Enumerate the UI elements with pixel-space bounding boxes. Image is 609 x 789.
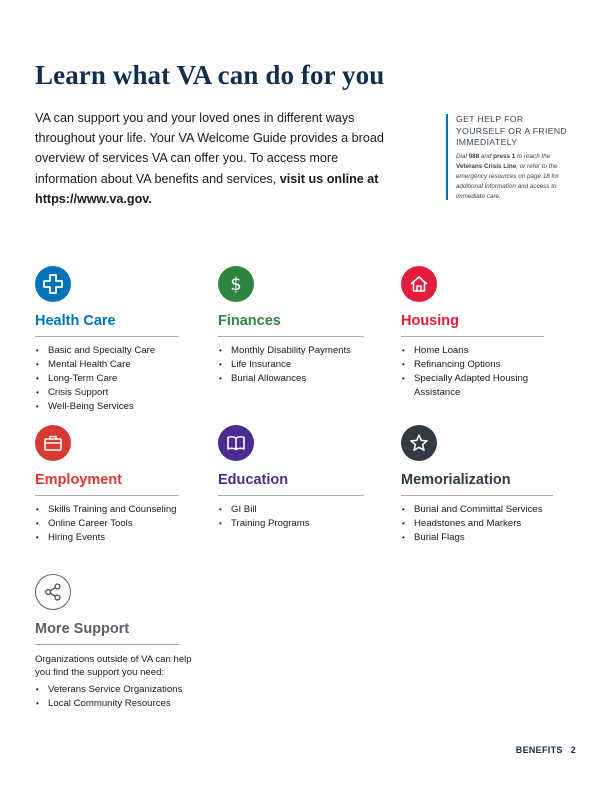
briefcase-icon (35, 425, 71, 461)
section-list (35, 344, 179, 414)
page-footer (516, 745, 576, 755)
list-item: • Burial Flags (414, 531, 553, 545)
section-housing (401, 266, 544, 400)
help-bold-crisis-line: Veterans Crisis Line (456, 162, 517, 170)
help-text-4: , or refer to the emergency resources on page 18 for additional information and access to immediate care. (456, 162, 559, 200)
list-item: • Basic and Specialty Care (48, 344, 179, 358)
section-health-care (35, 266, 179, 414)
page-number: 2 (570, 745, 576, 755)
list-item: • Training Programs (231, 517, 364, 531)
house-icon (401, 266, 437, 302)
plus-cross-icon (35, 266, 71, 302)
section-list (35, 503, 179, 545)
list-item: • GI Bill (231, 503, 364, 517)
dollar-sign-icon (218, 266, 254, 302)
section-more-support (35, 574, 199, 711)
section-heading: Memorialization (401, 470, 553, 496)
section-finances (218, 266, 364, 386)
svg-text:$: $ (230, 274, 242, 295)
list-item: • Mental Health Care (48, 358, 179, 372)
list-item: • Monthly Disability Payments (231, 344, 364, 358)
list-item: • Refinancing Options (414, 358, 544, 372)
section-heading: Health Care (35, 311, 179, 337)
list-item: • Online Career Tools (48, 517, 179, 531)
list-item: • Skills Training and Counseling (48, 503, 179, 517)
section-heading: Employment (35, 470, 179, 496)
star-icon (401, 425, 437, 461)
help-bold-press-1: press 1 (493, 152, 516, 160)
section-heading: Finances (218, 311, 364, 337)
list-item: • Life Insurance (231, 358, 364, 372)
list-item: • Specially Adapted Housing Assistance (414, 372, 544, 400)
help-text-3: to reach the (515, 152, 551, 160)
list-item: • Home Loans (414, 344, 544, 358)
open-book-icon (218, 425, 254, 461)
section-heading: More Support (35, 619, 179, 645)
section-list (401, 344, 544, 400)
help-text-1: Dial (456, 152, 469, 160)
intro-text: VA can support you and your loved ones in different ways throughout your life. Your VA Welcome Guide provides a broad overview of services VA can offer you. To access more information about VA benefits and services, (35, 111, 384, 186)
section-list (218, 503, 364, 531)
intro-link-text: visit us online at https://www.va.gov. (35, 171, 379, 206)
section-heading: Housing (401, 311, 544, 337)
help-text-2: and (479, 152, 494, 160)
list-item: • Local Community Resources (48, 697, 199, 711)
section-heading: Education (218, 470, 364, 496)
intro-paragraph (35, 108, 395, 209)
list-item: • Burial and Committal Services (414, 503, 553, 517)
footer-section-label: BENEFITS (515, 745, 563, 755)
list-item: • Hiring Events (48, 531, 179, 545)
list-item: • Long-Term Care (48, 372, 179, 386)
section-education (218, 425, 364, 531)
help-box-body (456, 152, 568, 202)
list-item: • Well-Being Services (48, 400, 179, 414)
section-description: Organizations outside of VA can help you find the support you need: (35, 654, 192, 678)
list-item: • Crisis Support (48, 386, 179, 400)
help-box-title: GET HELP FOR YOURSELF OR A FRIEND IMMEDIATELY (456, 114, 568, 148)
crisis-help-box (446, 114, 568, 200)
share-icon (35, 574, 71, 610)
section-list (35, 683, 199, 711)
section-employment (35, 425, 179, 545)
help-bold-988: 988 (468, 152, 480, 160)
page-title: Learn what VA can do for you (35, 60, 385, 90)
section-list (218, 344, 364, 386)
list-item: • Headstones and Markers (414, 517, 553, 531)
section-memorialization (401, 425, 553, 545)
list-item: • Veterans Service Organizations (48, 683, 199, 697)
list-item: • Burial Allowances (231, 372, 364, 386)
section-list (401, 503, 553, 545)
